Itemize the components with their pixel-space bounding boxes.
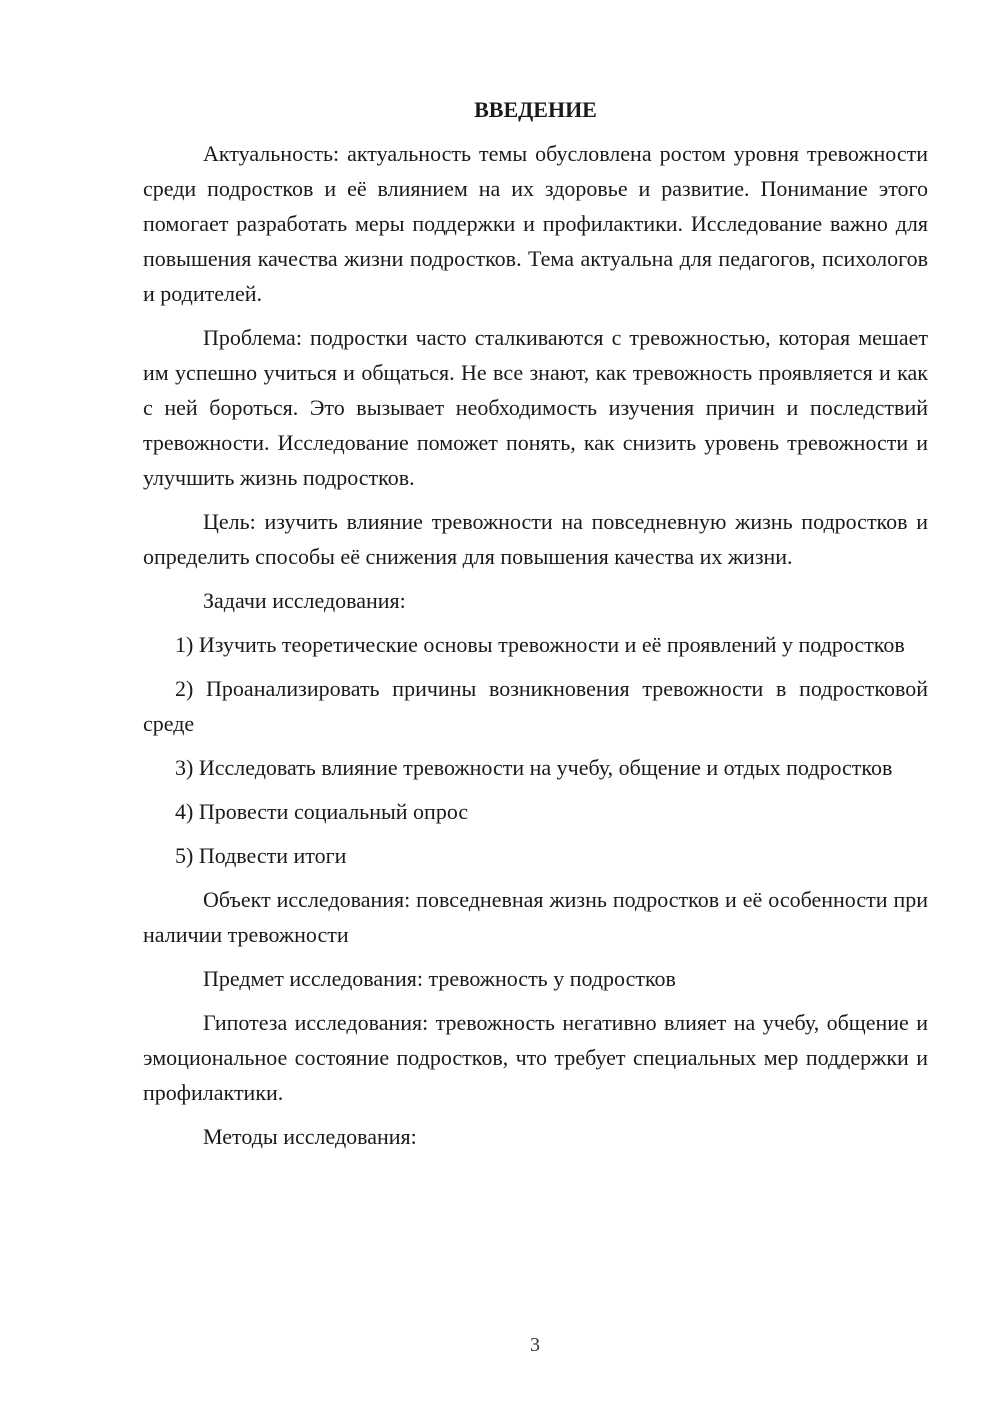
task-item-3: 3) Исследовать влияние тревожности на учебу, общение и отдых подростков [175, 755, 893, 780]
page-content [143, 92, 928, 1163]
task-item-1: 1) Изучить теоретические основы тревожности и её проявлений у подростков [175, 632, 905, 657]
subject-paragraph: Предмет исследования: тревожность у подростков [203, 966, 676, 991]
methods-title: Методы исследования: [203, 1124, 417, 1149]
page-number: 3 [530, 1334, 540, 1356]
task-item-5: 5) Подвести итоги [175, 843, 347, 868]
task-item-2: 2) Проанализировать причины возникновения тревожности в подростковой среде [143, 676, 928, 736]
goal-paragraph: Цель: изучить влияние тревожности на повседневную жизнь подростков и определить способы её снижения для повышения качества их жизни. [143, 509, 928, 569]
task-item-4: 4) Провести социальный опрос [175, 799, 469, 824]
problem-paragraph: Проблема: подростки часто сталкиваются с тревожностью, которая мешает им успешно учиться и общаться. Не все знают, как тревожность проявляется и как с ней бороться. Это вызывает необходимость изучения причин и последствий тревожности. Исследование поможет понять, как снизить уровень тревожности и улучшить жизнь подростков. [143, 325, 928, 490]
relevance-paragraph: Актуальность: актуальность темы обусловлена ростом уровня тревожности среди подростков и её влиянием на их здоровье и развитие. Понимание этого помогает разработать меры поддержки и профилактики. Исследование важно для повышения качества жизни подростков. Тема актуальна для педагогов, психологов и родителей. [143, 141, 928, 306]
hypothesis-paragraph: Гипотеза исследования: тревожность негативно влияет на учебу, общение и эмоциональное состояние подростков, что требует специальных мер поддержки и профилактики. [143, 1010, 928, 1105]
page-heading: ВВЕДЕНИЕ [474, 97, 597, 122]
tasks-title: Задачи исследования: [203, 588, 406, 613]
object-paragraph: Объект исследования: повседневная жизнь подростков и её особенности при наличии тревожности [143, 887, 928, 947]
